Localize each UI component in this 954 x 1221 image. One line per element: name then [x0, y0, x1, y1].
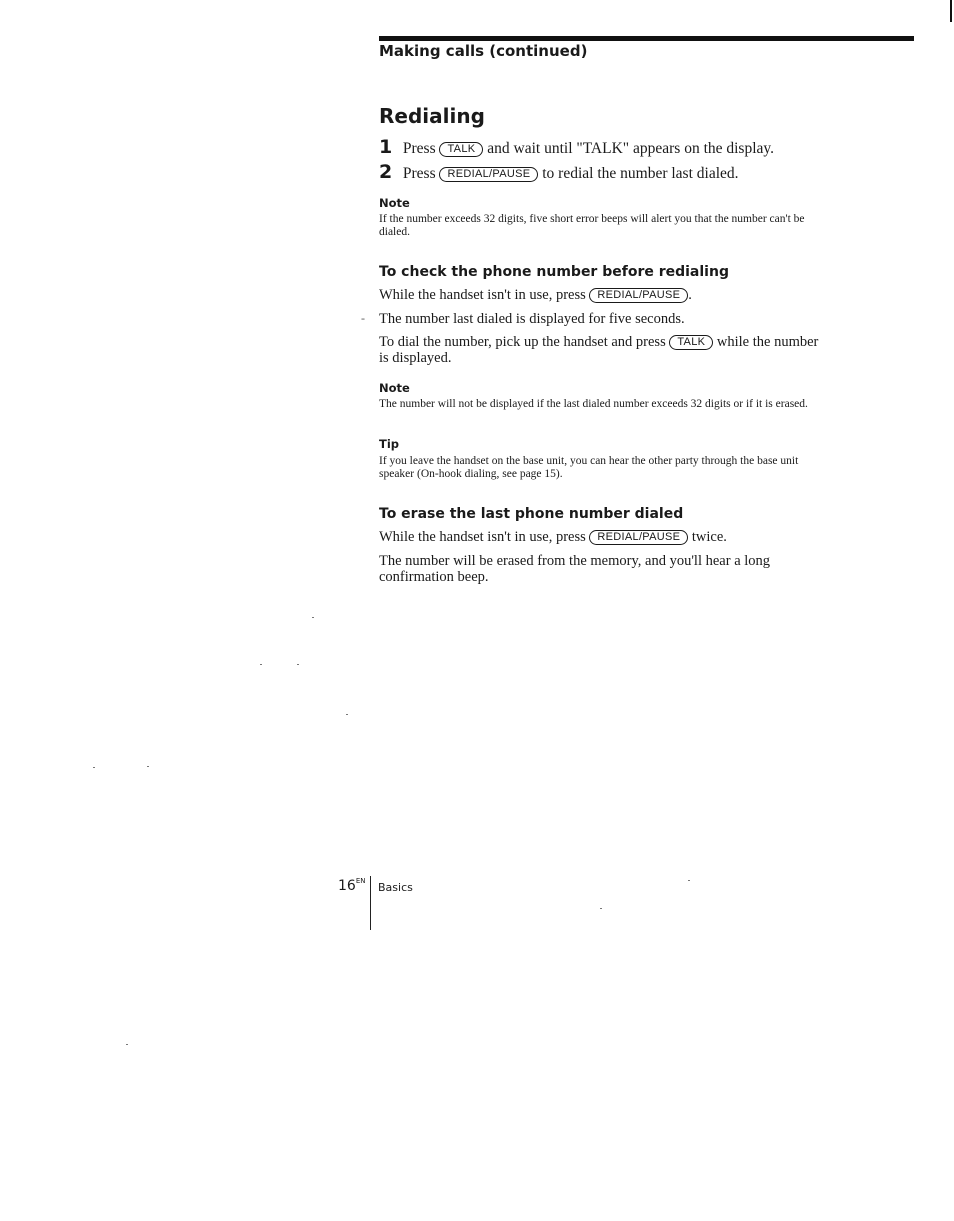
redial-pause-key: REDIAL/PAUSE	[589, 530, 688, 545]
section-header: Making calls (continued)	[379, 42, 588, 60]
step-text-pre: Press	[402, 165, 436, 182]
scan-speck	[688, 880, 690, 881]
redial-pause-key: REDIAL/PAUSE	[439, 167, 538, 182]
erase-paragraph-1	[379, 529, 819, 545]
erase-paragraph-2: The number will be erased from the memory, and you'll hear a long confirmation beep.	[379, 553, 771, 585]
footer-section: Basics	[378, 881, 413, 894]
check-p1-post: .	[688, 287, 692, 303]
scan-speck	[297, 664, 299, 665]
scan-speck	[93, 767, 95, 768]
step-number: 1	[379, 136, 393, 158]
check-p1-pre: While the handset isn't in use, press	[379, 287, 586, 303]
check-heading: To check the phone number before redialing	[379, 264, 729, 280]
tip-label: Tip	[379, 437, 400, 451]
talk-key: TALK	[439, 142, 483, 157]
check-p3-pre: To dial the number, pick up the handset and press	[379, 334, 666, 350]
erase-p1-post: twice.	[691, 529, 727, 545]
scan-speck	[600, 908, 602, 909]
scan-speck	[147, 766, 149, 767]
scan-speck	[126, 1044, 128, 1045]
edge-mark	[950, 0, 952, 22]
page-title: Redialing	[379, 104, 485, 128]
check-p3-post: while the number is displayed.	[379, 334, 819, 366]
check-paragraph-1	[379, 287, 819, 303]
note-label: Note	[379, 381, 410, 395]
talk-key: TALK	[669, 335, 713, 350]
step-2	[379, 161, 739, 183]
note-text: If the number exceeds 32 digits, five short error beeps will alert you that the number can't be dialed.	[379, 213, 805, 238]
step-1	[379, 136, 774, 158]
scan-speck	[260, 664, 262, 665]
erase-p1-pre: While the handset isn't in use, press	[379, 529, 586, 545]
page-number	[338, 877, 366, 894]
header-rule	[379, 36, 914, 41]
scan-speck	[312, 617, 314, 618]
step-text-post: to redial the number last dialed.	[542, 165, 739, 182]
check-paragraph-2: The number last dialed is displayed for five seconds.	[379, 311, 685, 327]
step-text-pre: Press	[402, 140, 436, 157]
footer-divider	[370, 876, 371, 930]
note-label: Note	[379, 196, 410, 210]
scan-speck	[346, 714, 348, 715]
page-number-suffix: EN	[355, 877, 366, 885]
redial-pause-key: REDIAL/PAUSE	[589, 288, 688, 303]
page-number-value: 16	[338, 878, 356, 894]
tip-text: If you leave the handset on the base unit, you can hear the other party through the base unit speaker (On-hook dialing, see page 15).	[379, 455, 799, 480]
step-number: 2	[379, 161, 393, 183]
check-paragraph-3	[379, 334, 819, 366]
stray-mark: -	[361, 311, 365, 325]
note-text: The number will not be displayed if the last dialed number exceeds 32 digits or if it is erased.	[379, 398, 808, 410]
erase-heading: To erase the last phone number dialed	[379, 506, 684, 522]
step-text-post: and wait until "TALK" appears on the display.	[487, 140, 775, 157]
